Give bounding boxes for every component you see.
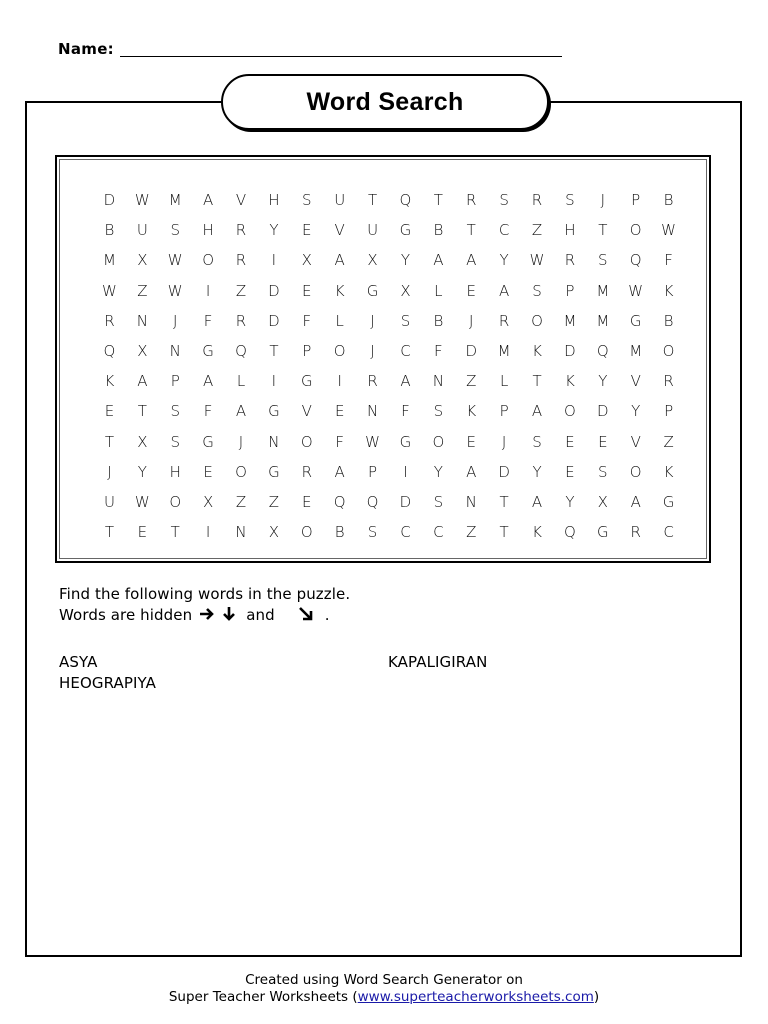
grid-letter: W — [167, 281, 183, 300]
grid-letter: E — [598, 432, 608, 451]
grid-letter: C — [663, 523, 674, 542]
grid-letter: S — [400, 311, 411, 330]
grid-letter: B — [433, 221, 444, 240]
grid-letter: Q — [629, 251, 642, 270]
grid-letter: F — [664, 251, 673, 270]
grid-letter: Y — [598, 372, 608, 391]
grid-letter: O — [531, 311, 543, 330]
grid-letter: Z — [466, 372, 477, 391]
grid-letter: S — [532, 281, 542, 300]
grid-letter: O — [629, 221, 642, 240]
grid-letter: N — [268, 432, 280, 451]
grid-letter: Q — [399, 191, 412, 209]
grid-letter: F — [335, 432, 344, 451]
puzzle-box — [55, 155, 711, 563]
word-item: HEOGRAPIYA — [59, 674, 156, 692]
grid-letter: N — [366, 402, 379, 421]
grid-letter: K — [104, 372, 115, 391]
grid-letter: A — [531, 402, 543, 421]
grid-letter: G — [366, 281, 379, 300]
grid-letter: S — [170, 432, 180, 451]
grid-letter: A — [400, 372, 411, 391]
grid-letter: T — [269, 341, 279, 360]
grid-letter: M — [102, 251, 116, 270]
grid-letter: A — [466, 251, 477, 270]
grid-letter: K — [334, 281, 345, 300]
grid-letter: R — [235, 251, 247, 270]
grid-letter: T — [367, 191, 378, 209]
grid-letter: F — [401, 402, 410, 421]
footer-link[interactable]: www.superteacherworksheets.com — [357, 989, 594, 1005]
grid-letter: K — [532, 341, 542, 360]
grid-letter: A — [202, 191, 214, 209]
grid-letter: Y — [269, 221, 279, 240]
footer-line-1: Created using Word Search Generator on — [245, 972, 523, 988]
grid-letter: R — [630, 523, 641, 542]
grid-letter: Y — [532, 462, 542, 481]
grid-letter: Y — [631, 402, 641, 421]
grid-letter: S — [598, 462, 608, 481]
grid-letter: Q — [235, 341, 247, 360]
grid-letter: C — [400, 341, 411, 360]
grid-letter: V — [334, 221, 345, 240]
grid-letter: X — [137, 341, 148, 360]
grid-letter: B — [663, 311, 674, 330]
grid-letter: A — [334, 251, 345, 270]
grid-letter: R — [531, 191, 543, 209]
grid-letter: S — [598, 251, 608, 270]
grid-letter: X — [597, 492, 608, 511]
grid-letter: E — [565, 432, 575, 451]
grid-letter: P — [565, 281, 575, 300]
grid-letter: Q — [564, 523, 576, 542]
grid-letter: E — [104, 402, 115, 421]
grid-letter: X — [137, 432, 148, 451]
word-item: KAPALIGIRAN — [388, 653, 488, 671]
grid-letter: H — [564, 221, 576, 240]
grid-letter: D — [498, 462, 510, 481]
title-banner — [221, 74, 549, 130]
letter-grid — [93, 185, 685, 547]
grid-letter: Q — [103, 341, 116, 360]
grid-letter: E — [565, 462, 575, 481]
grid-letter: G — [629, 311, 642, 330]
grid-letter: I — [271, 251, 277, 270]
grid-letter: S — [433, 402, 444, 421]
grid-letter: M — [168, 191, 182, 209]
grid-letter: Z — [137, 281, 148, 300]
grid-letter: J — [370, 311, 375, 330]
grid-letter: W — [529, 251, 545, 270]
grid-letter: A — [630, 492, 641, 511]
page-title: Word Search — [306, 87, 464, 116]
grid-letter: D — [399, 492, 412, 511]
grid-letter: I — [205, 523, 211, 542]
grid-letter: K — [564, 372, 575, 391]
grid-letter: J — [469, 311, 474, 330]
grid-letter: O — [333, 341, 346, 360]
grid-letter: O — [300, 432, 313, 451]
grid-letter: O — [432, 432, 445, 451]
grid-letter: T — [532, 372, 542, 391]
grid-letter: O — [235, 462, 247, 481]
grid-letter: S — [302, 191, 312, 209]
grid-letter: T — [104, 523, 115, 542]
grid-letter: P — [499, 402, 509, 421]
grid-letter: P — [631, 191, 641, 209]
grid-letter: N — [136, 311, 148, 330]
grid-letter: E — [302, 492, 312, 511]
grid-letter: Z — [268, 492, 280, 511]
grid-letter: D — [465, 341, 478, 360]
grid-letter: D — [268, 281, 280, 300]
grid-letter: G — [399, 432, 412, 451]
grid-letter: J — [107, 462, 112, 481]
grid-letter: M — [629, 341, 643, 360]
grid-letter: H — [169, 462, 181, 481]
grid-letter: D — [564, 341, 576, 360]
grid-letter: T — [170, 523, 180, 542]
grid-letter: Y — [499, 251, 509, 270]
grid-letter: M — [563, 311, 577, 330]
grid-letter: J — [238, 432, 244, 451]
grid-letter: Z — [235, 492, 247, 511]
grid-letter: O — [564, 402, 576, 421]
grid-letter: R — [301, 462, 312, 481]
grid-letter: R — [235, 221, 247, 240]
grid-letter: V — [301, 402, 312, 421]
and-word: and — [246, 606, 275, 624]
footer-prefix: Super Teacher Worksheets ( — [168, 989, 358, 1005]
grid-letter: X — [202, 492, 214, 511]
grid-letter: D — [597, 402, 609, 421]
grid-letter: T — [499, 523, 509, 542]
grid-letter: V — [235, 191, 247, 209]
grid-letter: C — [498, 221, 510, 240]
grid-letter: L — [434, 281, 443, 300]
grid-letter: K — [466, 402, 477, 421]
grid-letter: N — [235, 523, 247, 542]
grid-letter: S — [367, 523, 378, 542]
grid-letter: G — [596, 523, 609, 542]
grid-letter: W — [134, 492, 150, 511]
grid-letter: Y — [433, 462, 443, 481]
instructions-prefix: Words are hidden — [59, 606, 193, 624]
grid-letter: E — [203, 462, 213, 481]
grid-letter: B — [433, 311, 444, 330]
grid-letter: T — [104, 432, 115, 451]
grid-letter: Q — [596, 341, 609, 360]
grid-letter: M — [596, 281, 610, 300]
grid-letter: A — [531, 492, 543, 511]
grid-letter: R — [367, 372, 378, 391]
grid-letter: A — [433, 251, 444, 270]
grid-letter: U — [103, 492, 115, 511]
grid-letter: R — [663, 372, 674, 391]
grid-letter: Y — [400, 251, 411, 270]
grid-letter: J — [501, 432, 507, 451]
grid-letter: D — [103, 191, 116, 209]
grid-letter: G — [399, 221, 412, 240]
grid-letter: S — [565, 191, 575, 209]
grid-letter: J — [600, 191, 606, 209]
grid-letter: X — [367, 251, 378, 270]
footer — [0, 972, 768, 1006]
grid-letter: B — [104, 221, 115, 240]
grid-letter: H — [268, 191, 280, 209]
grid-letter: O — [300, 523, 313, 542]
grid-letter: P — [664, 402, 674, 421]
grid-letter: I — [205, 281, 211, 300]
instructions-line-2 — [59, 605, 559, 626]
grid-letter: C — [400, 523, 411, 542]
grid-letter: N — [465, 492, 477, 511]
grid-letter: U — [334, 191, 346, 209]
grid-letter: Q — [333, 492, 346, 511]
grid-letter: A — [235, 402, 247, 421]
grid-letter: R — [235, 311, 247, 330]
grid-letter: T — [466, 221, 476, 240]
grid-letter: C — [433, 523, 444, 542]
name-line[interactable] — [120, 56, 562, 57]
grid-letter: B — [663, 191, 674, 209]
grid-letter: E — [302, 281, 312, 300]
arrow-down-icon — [218, 606, 240, 626]
grid-letter: N — [432, 372, 444, 391]
grid-letter: T — [137, 402, 147, 421]
grid-letter: W — [365, 432, 380, 451]
grid-letter: K — [663, 281, 674, 300]
grid-letter: F — [302, 311, 312, 330]
footer-line-2 — [0, 989, 768, 1006]
grid-letter: S — [499, 191, 509, 209]
grid-letter: L — [335, 311, 344, 330]
name-row — [58, 38, 568, 60]
grid-letter: Z — [235, 281, 247, 300]
grid-letter: X — [268, 523, 280, 542]
grid-letter: A — [499, 281, 510, 300]
arrow-right-icon — [196, 607, 218, 625]
grid-letter: M — [497, 341, 511, 360]
grid-letter: F — [203, 402, 213, 421]
grid-letter: O — [662, 341, 675, 360]
grid-letter: F — [203, 311, 213, 330]
grid-letter: K — [532, 523, 542, 542]
grid-letter: Y — [137, 462, 147, 481]
grid-letter: O — [169, 492, 182, 511]
instructions — [59, 584, 559, 626]
grid-letter: L — [236, 372, 246, 391]
grid-letter: E — [466, 432, 476, 451]
grid-letter: I — [403, 462, 408, 481]
name-label: Name: — [58, 40, 114, 58]
grid-letter: V — [630, 432, 641, 451]
grid-letter: E — [302, 221, 312, 240]
grid-letter: R — [466, 191, 477, 209]
grid-letter: S — [170, 221, 180, 240]
arrow-diagonal-icon — [295, 606, 317, 626]
grid-letter: P — [170, 372, 180, 391]
grid-letter: T — [598, 221, 608, 240]
grid-letter: P — [302, 341, 312, 360]
grid-letter: O — [202, 251, 215, 270]
grid-letter: W — [628, 281, 644, 300]
grid-letter: E — [137, 523, 148, 542]
grid-letter: R — [498, 311, 510, 330]
grid-letter: G — [268, 462, 280, 481]
footer-suffix: ) — [593, 989, 600, 1005]
grid-letter: W — [661, 221, 676, 240]
instructions-suffix: . — [324, 606, 330, 624]
word-list-column-2 — [388, 652, 487, 673]
grid-letter: W — [167, 251, 183, 270]
grid-letter: A — [137, 372, 148, 391]
grid-letter: J — [370, 341, 375, 360]
word-list-column-1 — [59, 652, 156, 694]
grid-letter: J — [173, 311, 178, 330]
grid-letter: G — [300, 372, 313, 391]
grid-letter: V — [630, 372, 641, 391]
grid-letter: G — [202, 432, 214, 451]
grid-letter: S — [433, 492, 444, 511]
grid-letter: Z — [663, 432, 674, 451]
grid-letter: W — [102, 281, 117, 300]
grid-letter: A — [202, 372, 214, 391]
grid-letter: A — [334, 462, 345, 481]
grid-letter: U — [136, 221, 148, 240]
grid-letter: T — [499, 492, 509, 511]
grid-letter: T — [433, 191, 443, 209]
grid-letter: H — [202, 221, 214, 240]
grid-letter: I — [337, 372, 342, 391]
instructions-line-1: Find the following words in the puzzle. — [59, 585, 351, 603]
grid-letter: X — [137, 251, 148, 270]
grid-letter: M — [596, 311, 610, 330]
grid-letter: P — [368, 462, 378, 481]
grid-letter: Q — [366, 492, 379, 511]
grid-letter: N — [169, 341, 181, 360]
grid-letter: R — [564, 251, 576, 270]
grid-letter: E — [334, 402, 345, 421]
grid-letter: E — [466, 281, 476, 300]
grid-letter: Z — [531, 221, 543, 240]
grid-letter: K — [663, 462, 674, 481]
grid-letter: O — [629, 462, 642, 481]
grid-letter: G — [662, 492, 675, 511]
word-item: ASYA — [59, 653, 98, 671]
grid-letter: W — [134, 191, 150, 209]
grid-letter: G — [268, 402, 280, 421]
grid-letter: B — [334, 523, 345, 542]
grid-letter: S — [170, 402, 180, 421]
grid-letter: R — [104, 311, 115, 330]
grid-letter: F — [434, 341, 443, 360]
grid-letter: G — [202, 341, 214, 360]
grid-letter: L — [499, 372, 509, 391]
grid-letter: X — [400, 281, 411, 300]
grid-letter: U — [367, 221, 379, 240]
grid-letter: X — [301, 251, 312, 270]
grid-letter: A — [466, 462, 477, 481]
grid-letter: Z — [466, 523, 477, 542]
grid-letter: I — [271, 372, 277, 391]
grid-letter: Y — [565, 492, 575, 511]
grid-letter: D — [268, 311, 280, 330]
grid-letter: S — [532, 432, 542, 451]
